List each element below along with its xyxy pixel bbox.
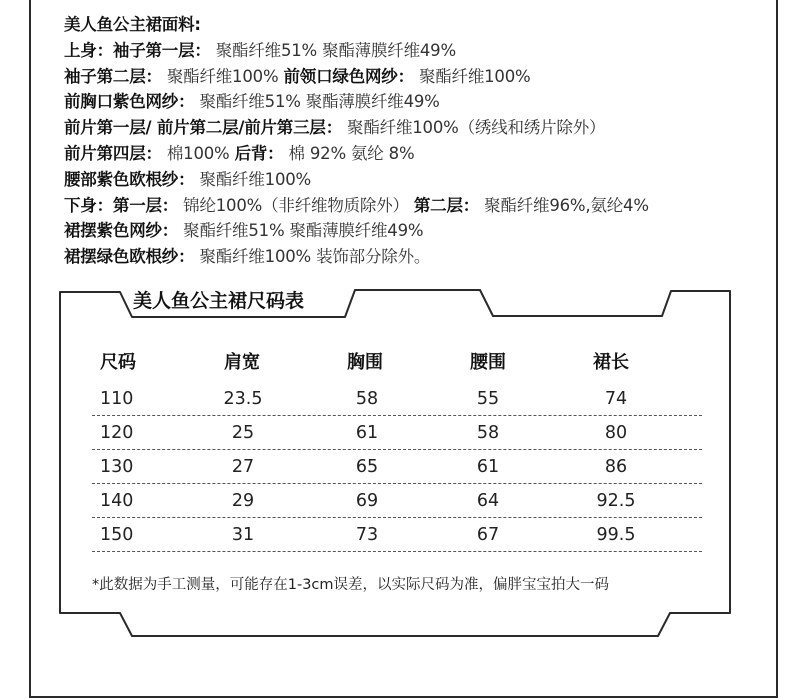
fabric-label: 腰部紫色欧根纱：	[64, 169, 195, 189]
column-header: 胸围	[347, 352, 383, 373]
table-cell: 69	[355, 490, 379, 511]
fabric-value: 聚酯纤维51% 聚酯薄膜纤维49%	[215, 40, 456, 60]
fabric-label: 下身：第一层：	[64, 195, 179, 215]
table-row	[92, 416, 702, 450]
table-header-row	[92, 340, 702, 382]
table-cell: 27	[231, 456, 255, 477]
table-cell: 29	[231, 490, 255, 511]
table-cell: 23.5	[223, 388, 263, 409]
table-cell: 64	[476, 490, 500, 511]
column-header: 裙长	[593, 352, 629, 373]
fabric-value: 聚酯纤维51% 聚酯薄膜纤维49%	[199, 92, 440, 112]
fabric-value: 棉100%	[166, 143, 230, 163]
table-row	[92, 518, 702, 552]
fabric-label: 裙摆绿色欧根纱：	[64, 247, 195, 267]
table-cell: 99.5	[596, 524, 636, 545]
fabric-value: 聚酯纤维96%,氨纶4%	[484, 195, 649, 215]
table-cell: 130	[100, 456, 134, 477]
table-cell: 58	[355, 388, 379, 409]
fabric-value: 锦纶100%（非纤维物质除外）	[183, 195, 409, 215]
table-cell: 65	[355, 456, 379, 477]
table-cell: 92.5	[596, 490, 636, 511]
table-cell: 86	[604, 456, 628, 477]
fabric-label: 第二层：	[413, 195, 480, 215]
column-header: 腰围	[470, 352, 506, 373]
table-row	[92, 382, 702, 416]
fabric-label: 前胸口紫色网纱：	[64, 92, 195, 112]
table-row	[92, 484, 702, 518]
fabric-label: 后背：	[234, 143, 284, 163]
measurement-note: *此数据为手工测量，可能存在1-3cm误差，以实际尺码为准，偏胖宝宝拍大一码	[92, 577, 610, 593]
fabric-value: 聚酯纤维100%（绣线和绣片除外）	[347, 118, 606, 138]
fabric-label: 前片第四层：	[64, 143, 162, 163]
table-cell: 58	[476, 422, 500, 443]
table-cell: 55	[476, 388, 500, 409]
table-cell: 61	[355, 422, 379, 443]
table-cell: 67	[476, 524, 500, 545]
fabric-value: 聚酯纤维100% 装饰部分除外。	[199, 247, 431, 267]
table-cell: 80	[604, 422, 628, 443]
table-cell: 25	[231, 422, 255, 443]
fabric-value: 聚酯纤维100%	[199, 169, 312, 189]
fabric-label: 裙摆紫色网纱：	[64, 221, 179, 241]
fabric-value: 聚酯纤维100%	[166, 66, 279, 86]
fabric-label: 前领口绿色网纱：	[283, 66, 414, 86]
fabric-value: 聚酯纤维51% 聚酯薄膜纤维49%	[183, 221, 424, 241]
fabric-value: 棉 92% 氨纶 8%	[288, 143, 415, 163]
size-table	[92, 340, 702, 552]
fabric-label: 前片第一层/ 前片第二层/前片第三层：	[64, 118, 342, 138]
column-header: 肩宽	[224, 352, 260, 373]
fabric-value: 聚酯纤维100%	[418, 66, 531, 86]
table-row	[92, 450, 702, 484]
size-chart-title: 美人鱼公主裙尺码表	[133, 290, 305, 312]
table-cell: 150	[100, 524, 134, 545]
table-cell: 73	[355, 524, 379, 545]
table-cell: 110	[100, 388, 134, 409]
table-cell: 61	[476, 456, 500, 477]
table-cell: 31	[231, 524, 255, 545]
fabric-label: 美人鱼公主裙面料:	[64, 15, 201, 34]
fabric-label: 上身：袖子第一层：	[64, 40, 211, 60]
table-cell: 120	[100, 422, 134, 443]
table-cell: 140	[100, 490, 134, 511]
column-header: 尺码	[100, 352, 136, 373]
table-cell: 74	[604, 388, 628, 409]
fabric-label: 袖子第二层：	[64, 66, 162, 86]
